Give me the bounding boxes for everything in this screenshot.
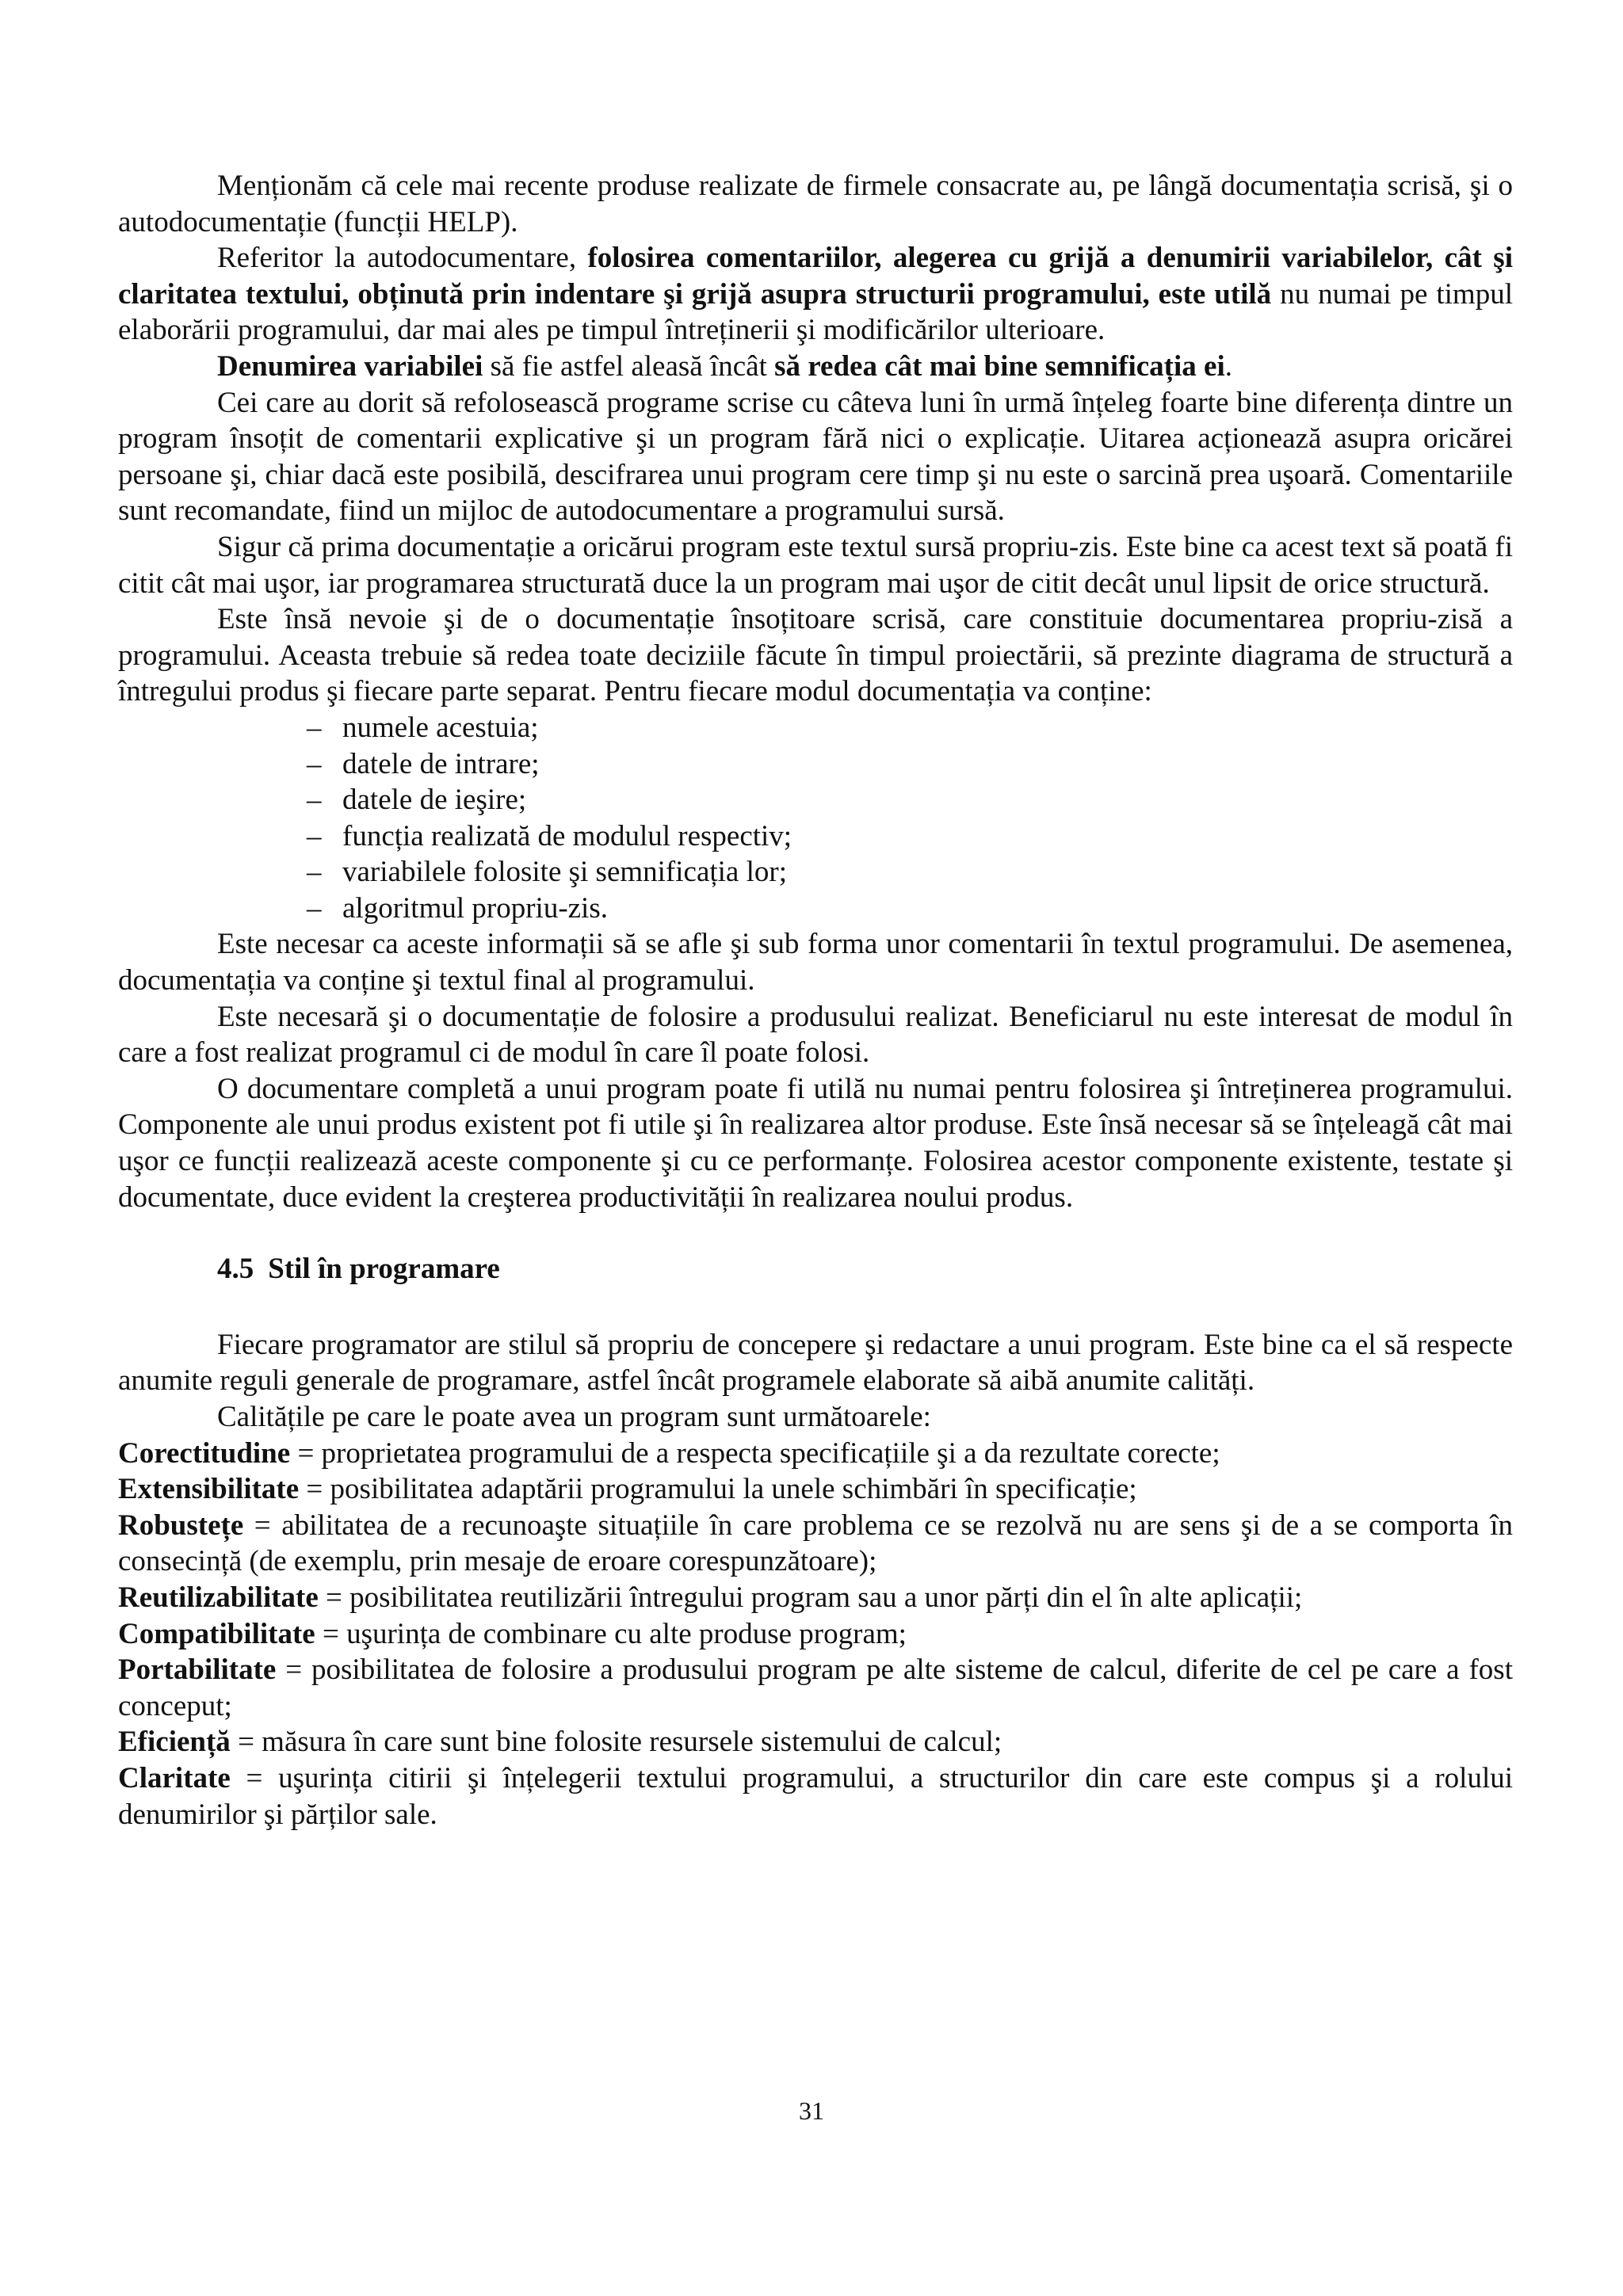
definition-reusability (118, 1580, 1513, 1616)
paragraph-written-documentation: Este însă nevoie şi de o documentație însoțitoare scrisă, care constituie documentarea propriu-zisă a programului. Aceasta trebuie să redea toate deciziile făcute în timpul proiectării, să prezinte diagrama de structură a întregului produs şi fiecare parte separat. Pentru fiecare modul documentația va conține: (118, 603, 1513, 708)
paragraph-complete-documentation: O documentare completă a unui program poate fi utilă nu numai pentru folosirea şi întreținerea programului. Componente ale unui produs existent pot fi utile şi în realizarea altor produse. Este însă necesar să se înțeleagă cât mai uşor ce funcții realizează aceste componente şi cu ce performanțe. Folosirea acestor componente existente, testate şi documentate, duce evident la creşterea productivității în realizarea noului produs. (118, 1072, 1513, 1214)
page-number: 31 (799, 2096, 824, 2125)
list-item (307, 746, 1513, 783)
module-documentation-list (118, 710, 1513, 927)
paragraph-autodocumentation (118, 240, 1513, 349)
section-title: Stil în programare (268, 1253, 500, 1286)
list-item-text: datele de ieşire; (342, 784, 527, 817)
paragraph-text: să fie astfel aleasă încât (483, 349, 775, 383)
list-item (307, 710, 1513, 746)
list-item-text: funcția realizată de modulul respectiv; (342, 819, 792, 852)
paragraph-programming-style: Fiecare programator are stilul să propriu de concepere şi redactare a unui program. Este bine ca el să respecte anumite reguli generale de programare, astfel încât programele elaborate să aibă anumite calități. (118, 1328, 1513, 1398)
definition-clarity (118, 1760, 1513, 1833)
definition-term: Extensibilitate (118, 1473, 300, 1506)
definition-portability (118, 1652, 1513, 1724)
paragraph-emphasis: să redea cât mai bine semnificația ei (774, 349, 1225, 383)
paragraph-emphasis: folosirea comentariilor, alegerea cu grijă a denumirii variabilelor, cât şi claritatea textului, obținută prin indentare şi grijă asupra structurii programului, este utilă (118, 242, 1513, 311)
definition-text: = proprietatea programului de a respecta specificațiile şi a da rezultate corecte; (290, 1436, 1220, 1470)
dash-bullet: – (307, 747, 322, 780)
list-item (307, 782, 1513, 818)
definition-text: = posibilitatea reutilizării întregului program sau a unor părți din el în alte aplicații; (318, 1581, 1303, 1614)
paragraph-comments-in-code: Este necesar ca aceste informații să se afle şi sub forma unor comentarii în textul programului. De asemenea, documentația va conține şi textul final al programului. (118, 928, 1513, 997)
list-item-text: datele de intrare; (342, 747, 540, 780)
dash-bullet: – (307, 891, 322, 925)
list-item-text: variabilele folosite şi semnificația lor; (342, 856, 787, 889)
definition-compatibility (118, 1616, 1513, 1653)
list-item (307, 891, 1513, 927)
paragraph-text: . (1224, 349, 1232, 383)
definition-term: Compatibilitate (118, 1617, 315, 1650)
paragraph-text: Referitor la autodocumentare, (217, 242, 588, 275)
dash-bullet: – (307, 819, 322, 852)
dash-bullet: – (307, 711, 322, 744)
paragraph-help-functions: Menționăm că cele mai recente produse realizate de firmele consacrate au, pe lângă documentația scrisă, şi o autodocumentație (funcții HELP). (118, 170, 1513, 238)
list-item-text: numele acestuia; (342, 711, 539, 744)
definition-term: Portabilitate (118, 1653, 277, 1687)
section-heading (118, 1251, 1513, 1287)
paragraph-variable-naming (118, 349, 1513, 385)
list-item (307, 818, 1513, 855)
definition-term: Claritate (118, 1761, 231, 1794)
definition-extensibility (118, 1471, 1513, 1508)
paragraph-text: nu numai pe timpul elaborării programului, dar mai ales pe timpul întreținerii şi modificărilor ulterioare. (118, 277, 1513, 347)
definition-correctness (118, 1436, 1513, 1472)
definition-term: Robustețe (118, 1508, 244, 1542)
list-item-text: algoritmul propriu-zis. (342, 891, 608, 925)
paragraph-comments: Cei care au dorit să refolosească programe scrise cu câteva luni în urmă înțeleg foarte bine diferența dintre un program însoțit de comentarii explicative şi un program fără nici o explicație. Uitarea acționează asupra oricărei persoane şi, chiar dacă este posibilă, descifrarea unui program cere timp şi nu este o sarcină prea uşoară. Comentariile sunt recomandate, fiind un mijloc de autodocumentare a programului sursă. (118, 386, 1513, 528)
definition-term: Corectitudine (118, 1436, 291, 1470)
definition-text: = uşurința de combinare cu alte produse program; (315, 1617, 907, 1650)
definition-efficiency (118, 1724, 1513, 1760)
definition-text: = măsura în care sunt bine folosite resursele sistemului de calcul; (230, 1726, 1002, 1759)
definition-text: = posibilitatea de folosire a produsului program pe alte sisteme de calcul, diferite de cel pe care a fost conceput; (118, 1653, 1513, 1722)
definition-term: Reutilizabilitate (118, 1581, 319, 1614)
definition-term: Eficiență (118, 1726, 231, 1759)
paragraph-emphasis: Denumirea variabilei (217, 349, 483, 383)
definition-text: = abilitatea de a recunoaşte situațiile în care problema ce se rezolvă nu are sens şi de a se comporta în consecință (de exemplu, prin mesaje de eroare corespunzătoare); (118, 1508, 1513, 1578)
definition-robustness (118, 1508, 1513, 1580)
paragraph-qualities-intro: Calitățile pe care le poate avea un program sunt următoarele: (217, 1401, 931, 1433)
paragraph-source-text: Sigur că prima documentație a oricărui program este textul sursă propriu-zis. Este bine ca acest text să poată fi citit cât mai uşor, iar programarea structurată duce la un program mai uşor de citit decât unul lipsit de orice structură. (118, 530, 1513, 600)
definition-text: = posibilitatea adaptării programului la unele schimbări în specificație; (299, 1473, 1137, 1506)
list-item (307, 854, 1513, 891)
dash-bullet: – (307, 784, 322, 817)
definition-text: = uşurința citirii şi înțelegerii textului programului, a structurilor din care este compus şi a rolului denumirilor şi părților sale. (118, 1761, 1513, 1831)
paragraph-usage-documentation: Este necesară şi o documentație de folosire a produsului realizat. Beneficiarul nu este interesat de modul în care a fost realizat programul ci de modul în care îl poate folosi. (118, 1000, 1513, 1070)
document-page (118, 168, 1513, 1833)
dash-bullet: – (307, 856, 322, 889)
section-number: 4.5 (217, 1253, 254, 1286)
